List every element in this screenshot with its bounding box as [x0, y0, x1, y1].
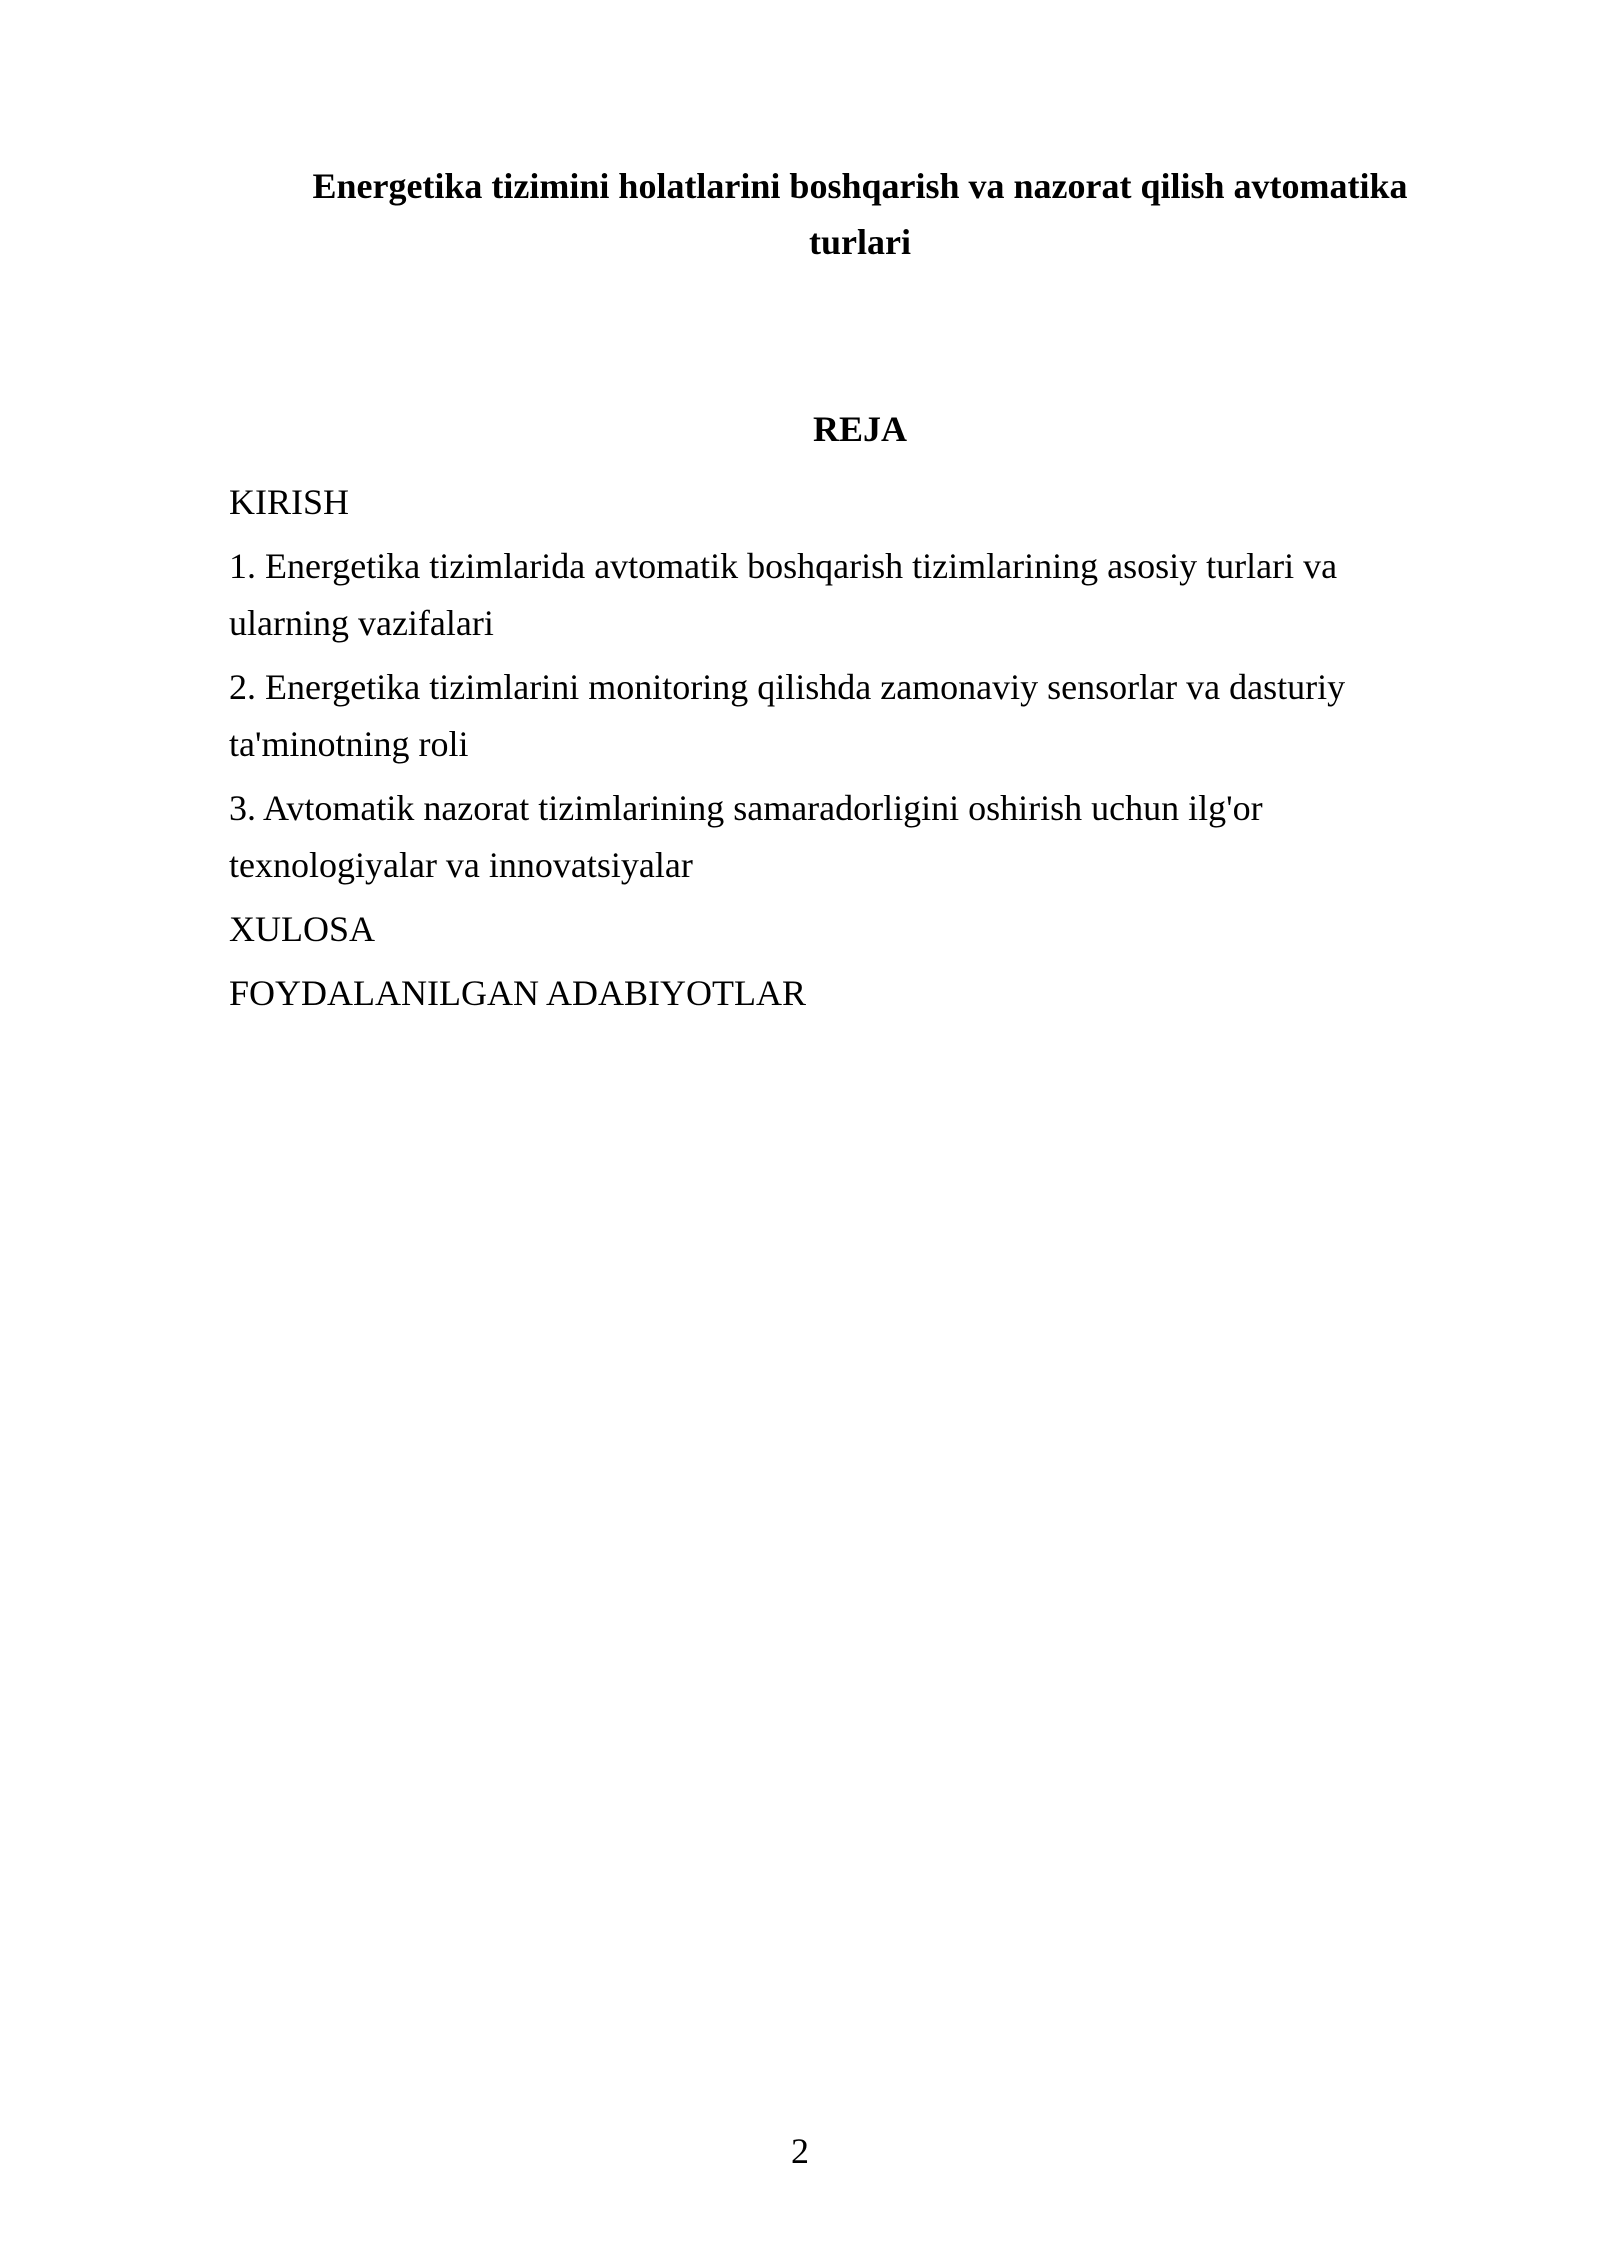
plan-item-3: 3. Avtomatik nazorat tizimlarining samaradorligini oshirish uchun ilg'or texnologiyalar va innovatsiyalar	[229, 788, 1263, 885]
document-title: Energetika tizimini holatlarini boshqarish va nazorat qilish avtomatika turlari	[312, 166, 1408, 262]
plan-item-intro: KIRISH	[229, 482, 350, 522]
page-number: 2	[791, 2131, 809, 2171]
plan-item-references: FOYDALANILGAN ADABIYOTLAR	[229, 973, 806, 1013]
plan-list	[229, 474, 1449, 1029]
plan-item-2: 2. Energetika tizimlarini monitoring qilishda zamonaviy sensorlar va dasturiy ta'minotning roli	[229, 667, 1346, 764]
plan-item-conclusion: XULOSA	[229, 909, 376, 949]
plan-item-1: 1. Energetika tizimlarida avtomatik boshqarish tizimlarining asosiy turlari va ularning vazifalari	[229, 546, 1338, 643]
plan-heading: REJA	[812, 409, 907, 449]
